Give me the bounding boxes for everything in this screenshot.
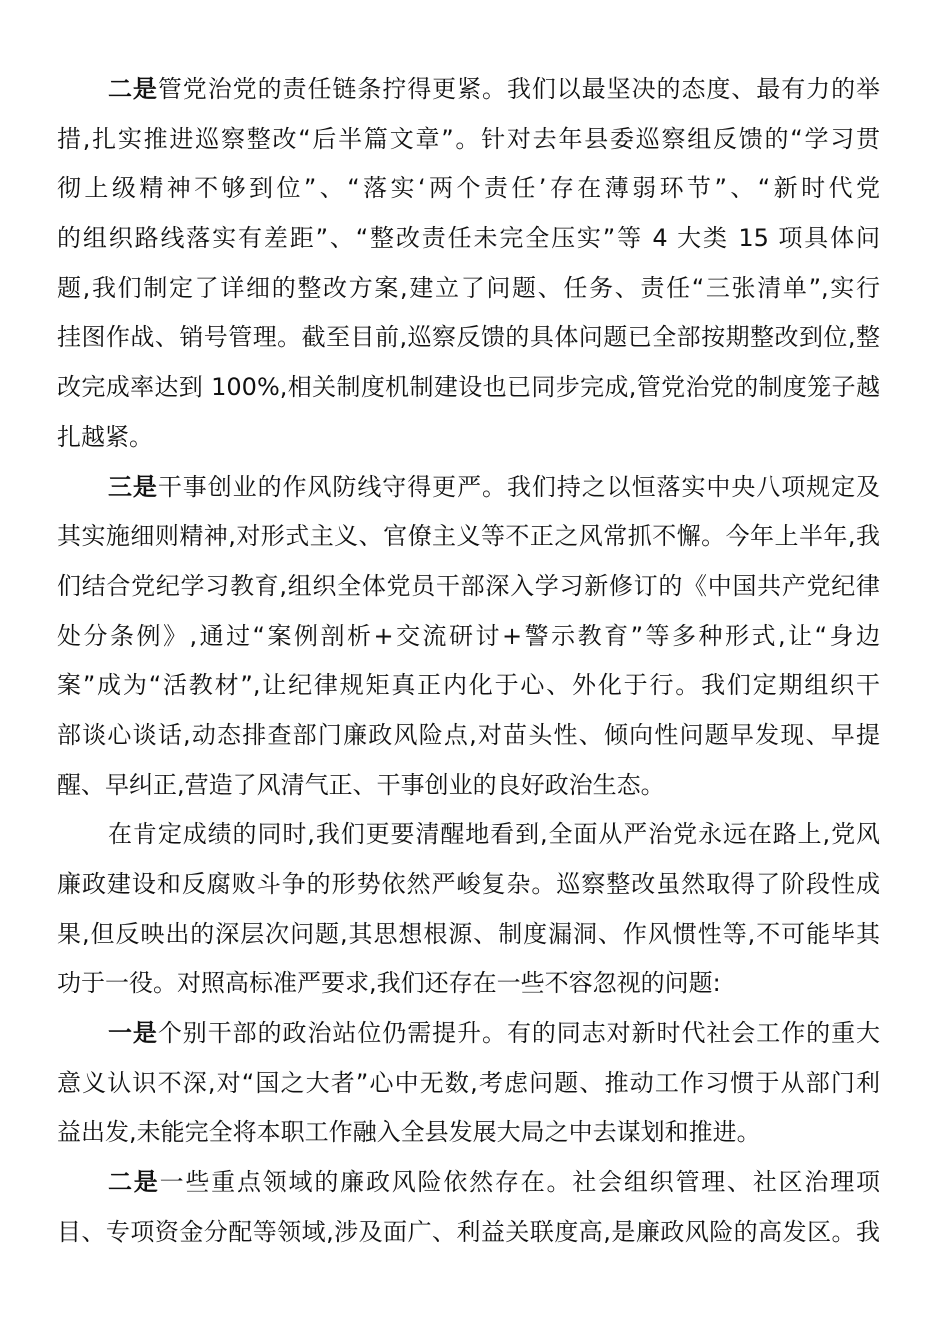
paragraph-integrity-risks [57,1158,880,1257]
text-line: 三是干事创业的作风防线守得更严。我们持之以恒落实中央八项规定及 [108,472,881,501]
document-page [57,65,880,1258]
text-line: 处分条例》,通过“案例剖析+交流研讨+警示教育”等多种形式,让“身边 [57,621,880,650]
text-line: 题,我们制定了详细的整改方案,建立了问题、任务、责任“三张清单”,实行 [57,273,880,302]
text-line: 功于一役。对照高标准严要求,我们还存在一些不容忽视的问题: [57,969,721,998]
paragraph-lead: 一是 [108,1019,158,1048]
text-line: 二是管党治党的责任链条拧得更紧。我们以最坚决的态度、最有力的举 [108,75,881,103]
paragraph-lead: 三是 [108,472,158,501]
paragraph-political-stance [57,1009,880,1158]
text-line: 意义认识不深,对“国之大者”心中无数,考虑问题、推动工作习惯于从部门利 [57,1068,880,1097]
text-line: 部谈心谈话,动态排查部门廉政风险点,对苗头性、倾向性问题早发现、早提 [57,720,880,749]
text-line: 一是个别干部的政治站位仍需提升。有的同志对新时代社会工作的重大 [108,1019,881,1048]
text-line: 廉政建设和反腐败斗争的形势依然严峻复杂。巡察整改虽然取得了阶段性成 [57,870,880,898]
text-line: 们结合党纪学习教育,组织全体党员干部深入学习新修订的《中国共产党纪律 [57,571,880,600]
text-line: 案”成为“活教材”,让纪律规矩真正内化于心、外化于行。我们定期组织干 [57,671,880,700]
paragraph-lead: 二是 [108,75,158,103]
paragraph-lead: 二是 [108,1168,160,1197]
paragraph-problems-intro [57,810,880,1009]
text-line: 二是一些重点领域的廉政风险依然存在。社会组织管理、社区治理项 [108,1168,881,1197]
text-line: 果,但反映出的深层次问题,其思想根源、制度漏洞、作风惯性等,不可能毕其 [57,919,880,948]
text-line: 在肯定成绩的同时,我们更要清醒地看到,全面从严治党永远在路上,党风 [108,820,880,849]
text-line: 彻上级精神不够到位”、“落实‘两个责任’存在薄弱环节”、“新时代党 [57,174,880,203]
text-line: 醒、早纠正,营造了风清气正、干事创业的良好政治生态。 [57,770,665,799]
text-line: 改完成率达到 100%,相关制度机制建设也已同步完成,管党治党的制度笼子越 [57,373,880,402]
text-line: 目、专项资金分配等领域,涉及面广、利益关联度高,是廉政风险的高发区。我 [57,1217,880,1246]
text-line: 扎越紧。 [57,422,153,451]
text-line: 益出发,未能完全将本职工作融入全县发展大局之中去谋划和推进。 [57,1118,761,1147]
paragraph-work-style [57,463,880,811]
text-line: 其实施细则精神,对形式主义、官僚主义等不正之风常抓不懈。今年上半年,我 [57,522,880,551]
paragraph-responsibility-chain [57,65,880,463]
text-line: 的组织路线落实有差距”、“整改责任未完全压实”等 4 大类 15 项具体问 [57,224,880,253]
text-line: 挂图作战、销号管理。截至目前,巡察反馈的具体问题已全部按期整改到位,整 [57,323,880,352]
text-line: 措,扎实推进巡察整改“后半篇文章”。针对去年县委巡察组反馈的“学习贯 [57,124,880,153]
